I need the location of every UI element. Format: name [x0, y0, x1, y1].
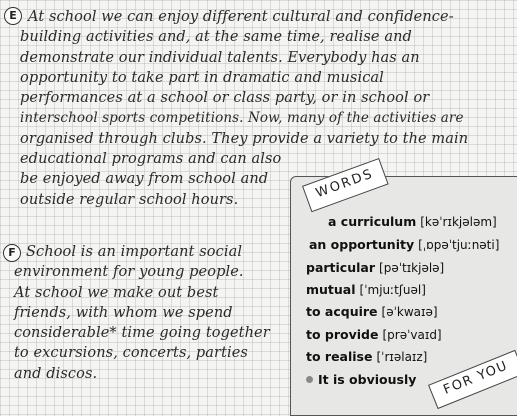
paragraph-e-line: educational programs and can also — [20, 151, 282, 167]
vocab-transcription: [prəˈvaɪd] — [382, 328, 442, 342]
vocab-transcription: [kəˈrɪkjələm] — [420, 215, 497, 229]
vocab-item — [328, 211, 497, 233]
vocab-transcription: [ˈmjuːtʃuəl] — [359, 283, 426, 297]
vocab-word: to provide — [306, 327, 379, 342]
vocab-item — [306, 257, 444, 279]
for-you-tag: FOR YOU — [428, 350, 517, 409]
vocab-word: to realise — [306, 349, 373, 364]
vocab-word: particular — [306, 260, 376, 275]
vocab-word: an opportunity — [309, 237, 415, 252]
paragraph-f-line: to excursions, concerts, parties — [14, 345, 248, 361]
paragraph-f-line: At school we make out best — [14, 285, 219, 301]
vocab-transcription: [pəˈtɪkjələ] — [379, 261, 445, 275]
paragraph-e-line: organised through clubs. They provide a variety to the main — [20, 131, 469, 147]
paragraph-e-line: be enjoyed away from school and — [20, 171, 269, 187]
words-tag: WORDS — [302, 158, 389, 212]
paragraph-f-line: environment for young people. — [14, 264, 244, 280]
paragraph-e-line: interschool sports competitions. Now, many of the activities are — [20, 110, 464, 126]
vocab-transcription: [ˌɒpəˈtjuːnəti] — [418, 238, 500, 252]
vocab-item — [306, 279, 426, 301]
paragraph-e-line: At school we can enjoy different cultural and confidence- — [28, 9, 454, 25]
vocab-transcription: [əˈkwaɪə] — [381, 305, 438, 319]
vocab-transcription: [ˈrɪəlaɪz] — [376, 350, 428, 364]
vocab-item — [306, 369, 416, 391]
vocab-word: a curriculum — [328, 214, 417, 229]
bullet-icon — [306, 376, 313, 383]
paragraph-e-line: opportunity to take part in dramatic and musical — [20, 70, 384, 86]
paragraph-e-line: demonstrate our individual talents. Everybody has an — [20, 50, 420, 66]
vocab-word: mutual — [306, 282, 356, 297]
vocab-item — [306, 324, 442, 346]
paragraph-e-line: building activities and, at the same time, realise and — [20, 29, 412, 45]
paragraph-f-line: and discos. — [14, 366, 98, 382]
vocab-word: to acquire — [306, 304, 378, 319]
paragraph-f-line: considerable* time going together — [14, 325, 270, 341]
vocab-item — [306, 346, 427, 368]
paragraph-e-line: performances at a school or class party, or in school or — [20, 90, 430, 106]
paragraph-e-line: outside regular school hours. — [20, 192, 239, 208]
paragraph-f-badge: F — [3, 244, 21, 262]
paragraph-f-line: School is an important social — [26, 244, 243, 260]
paragraph-f-line: friends, with whom we spend — [14, 305, 233, 321]
paragraph-e-badge: E — [4, 7, 22, 25]
vocab-word: It is obviously — [318, 372, 417, 387]
vocab-item — [306, 301, 438, 323]
vocab-item — [309, 234, 499, 256]
